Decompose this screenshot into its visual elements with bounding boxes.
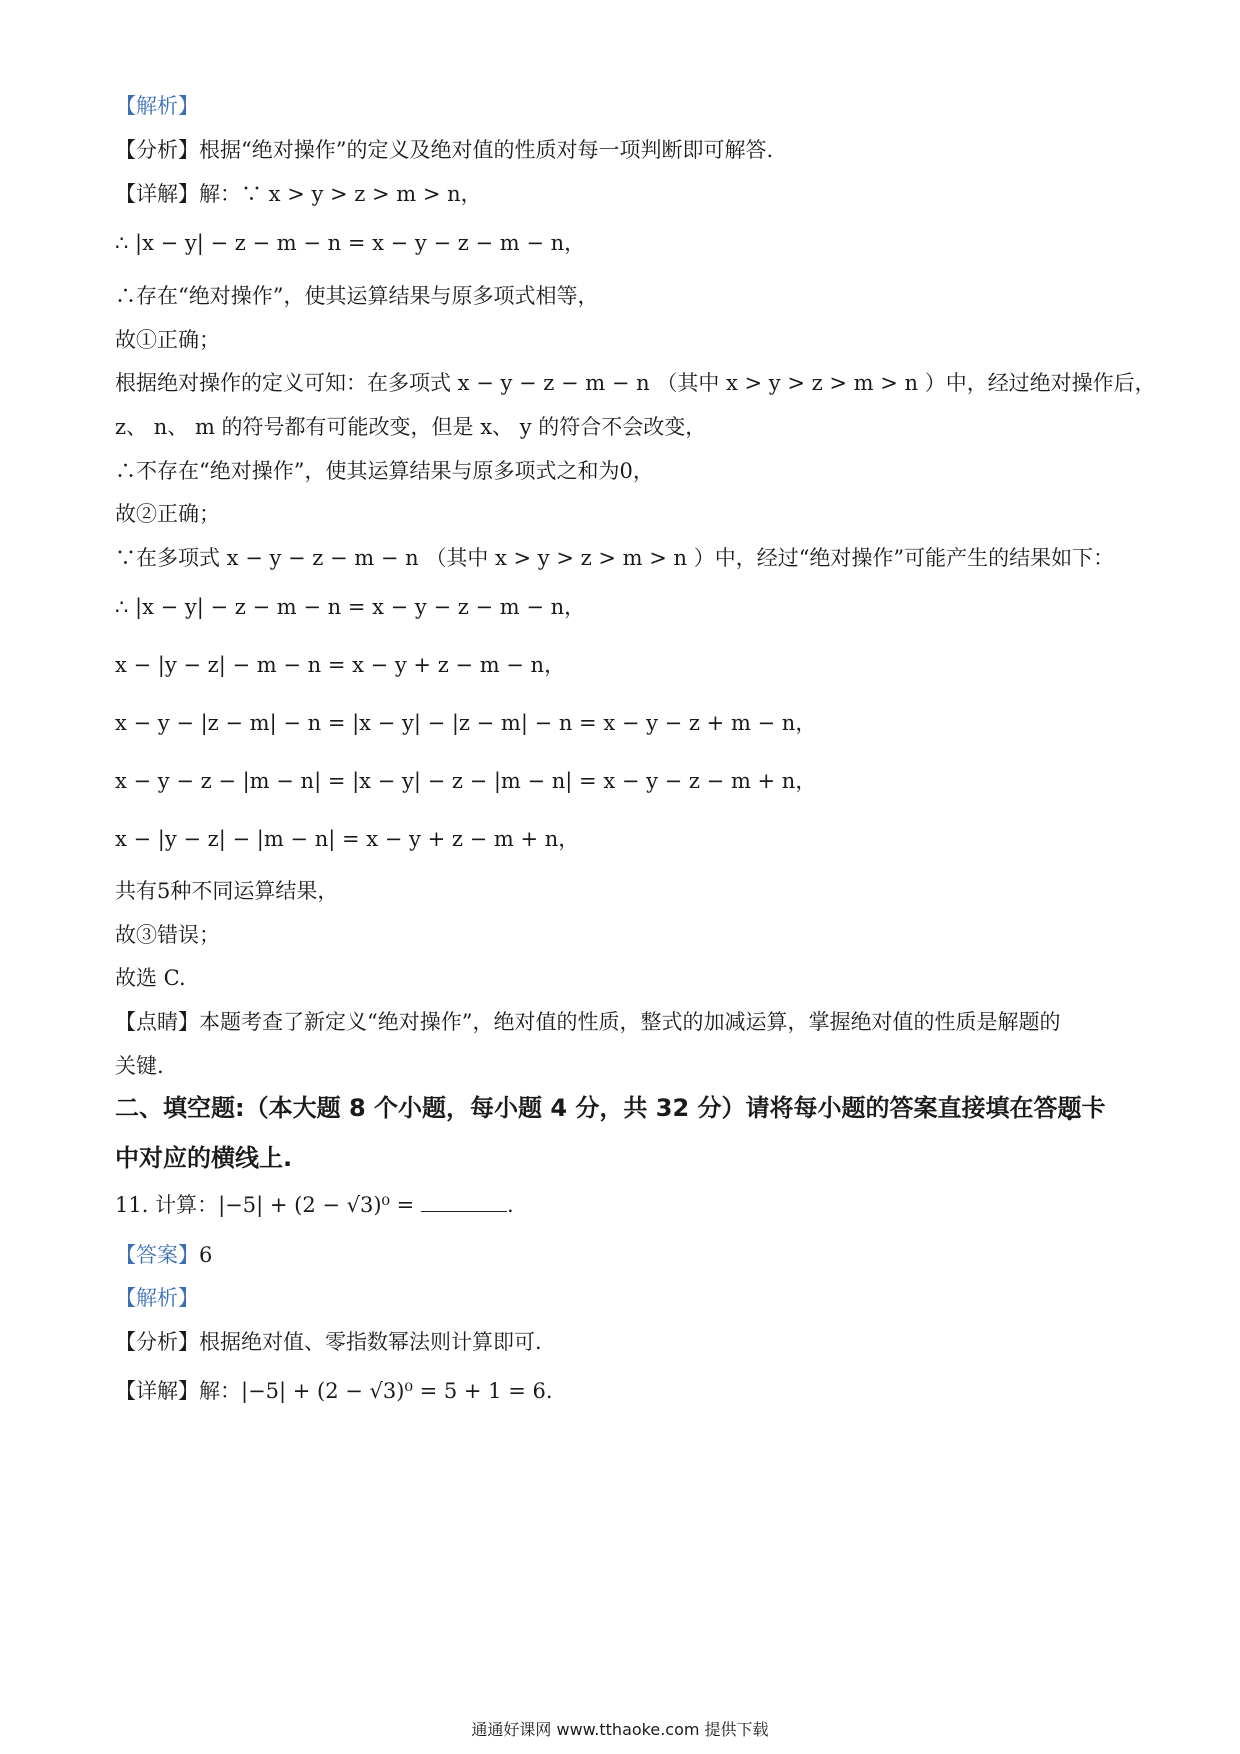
conclusion-line: 故②正确； bbox=[115, 502, 220, 526]
text-line: 共有5种不同运算结果， bbox=[115, 879, 339, 903]
analysis-summary: 【分析】根据“绝对操作”的定义及绝对值的性质对每一项判断即可解答. bbox=[115, 138, 774, 162]
text-line: 根据绝对操作的定义可知：在多项式 x − y − z − m − n （其中 x > y > z > m > n ）中，经过绝对操作后， bbox=[115, 371, 1156, 395]
question-11 bbox=[115, 1190, 514, 1220]
comment-line: 关键. bbox=[115, 1054, 164, 1078]
text-line: ∵在多项式 x − y − z − m − n （其中 x > y > z > m > n ）中，经过“绝对操作”可能产生的结果如下： bbox=[115, 546, 1115, 570]
equation-line: x − y − z − |m − n| = |x − y| − z − |m − n| = x − y − z − m + n， bbox=[115, 769, 817, 793]
equation-line: ∴ |x − y| − z − m − n = x − y − z − m − n， bbox=[115, 231, 586, 255]
answer-value: 6 bbox=[199, 1243, 213, 1267]
conclusion-line: 故①正确； bbox=[115, 328, 220, 352]
section-heading-cont: 中对应的横线上. bbox=[115, 1144, 293, 1172]
text-line: z、 n、 m 的符号都有可能改变，但是 x、 y 的符合不会改变， bbox=[115, 415, 707, 439]
text-line: ∴不存在“绝对操作”，使其运算结果与原多项式之和为0， bbox=[115, 459, 654, 483]
answer-choice-line: 故选 C. bbox=[115, 966, 186, 990]
section-heading-text: 二、填空题:（本大题 8 个小题，每小题 4 分，共 32 分）请将每小题的答案直接填在 bbox=[115, 1094, 1034, 1122]
equation-line: x − |y − z| − m − n = x − y + z − m − n， bbox=[115, 653, 566, 677]
comment-line: 【点睛】本题考查了新定义“绝对操作”，绝对值的性质，整式的加减运算，掌握绝对值的性质是解题的 bbox=[115, 1010, 1061, 1034]
equation-line: ∴ |x − y| − z − m − n = x − y − z − m − n， bbox=[115, 595, 586, 619]
question-11-end: . bbox=[506, 1193, 514, 1217]
analysis-label: 【解析】 bbox=[115, 94, 199, 118]
question-11-text: 11. 计算：|−5| + (2 − √3)⁰ = bbox=[115, 1193, 421, 1217]
section-heading-emphasis: 答题卡 bbox=[1033, 1094, 1106, 1122]
text-line: ∴存在“绝对操作”，使其运算结果与原多项式相等， bbox=[115, 284, 599, 308]
answer-label: 【答案】 bbox=[115, 1243, 199, 1267]
equation-line: x − |y − z| − |m − n| = x − y + z − m + n， bbox=[115, 827, 580, 851]
analysis-summary: 【分析】根据绝对值、零指数幂法则计算即可. bbox=[115, 1330, 542, 1354]
page-footer: 通通好课网 www.tthaoke.com 提供下载 bbox=[471, 1720, 769, 1739]
answer-blank bbox=[421, 1191, 507, 1212]
conclusion-line: 故③错误； bbox=[115, 923, 220, 947]
analysis-label: 【解析】 bbox=[115, 1286, 199, 1310]
solution-line: 【详解】解：|−5| + (2 − √3)⁰ = 5 + 1 = 6. bbox=[115, 1379, 553, 1403]
answer-line bbox=[115, 1240, 212, 1270]
solution-start: 【详解】解：∵ x > y > z > m > n， bbox=[115, 182, 482, 206]
equation-line: x − y − |z − m| − n = |x − y| − |z − m| − n = x − y − z + m − n， bbox=[115, 711, 817, 735]
section-heading bbox=[115, 1093, 1106, 1123]
